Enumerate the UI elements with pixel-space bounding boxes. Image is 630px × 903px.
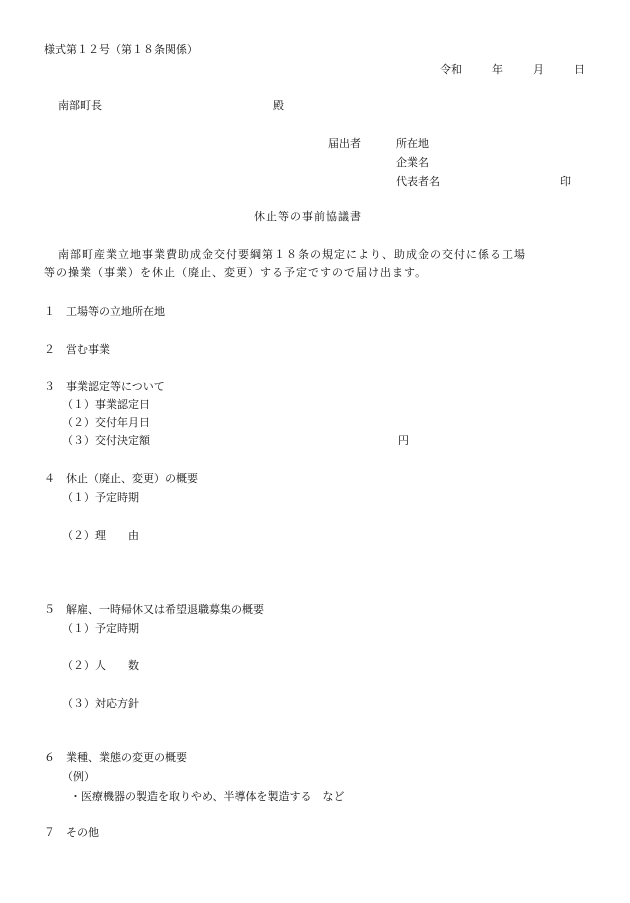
section-2-heading: ２ 営む事業 [44, 343, 110, 356]
section-4-item-1: （１）予定時期 [62, 491, 139, 504]
representative-label: 代表者名 [396, 175, 440, 188]
section-7-heading: ７ その他 [44, 826, 99, 839]
seal-mark: 印 [560, 175, 571, 188]
body-line-1: 南部町産業立地事業費助成金交付要綱第１８条の規定により、助成金の交付に係る工場 [58, 248, 526, 261]
section-3-item-2: （２）交付年月日 [62, 416, 150, 429]
section-5-item-1: （１）予定時期 [62, 622, 139, 635]
form-number: 様式第１２号（第１８条関係） [44, 43, 198, 56]
applicant-label: 届出者 [328, 137, 361, 150]
date-day: 日 [574, 63, 585, 76]
date-year: 年 [492, 63, 503, 76]
section-3-heading: ３ 事業認定等について [44, 380, 165, 393]
address-label: 所在地 [396, 137, 429, 150]
date-month: 月 [533, 63, 544, 76]
document-title: 休止等の事前協議書 [254, 210, 362, 223]
section-5-heading: ５ 解雇、一時帰休又は希望退職募集の概要 [44, 603, 264, 616]
section-1-heading: １ 工場等の立地所在地 [44, 305, 165, 318]
company-label: 企業名 [396, 156, 429, 169]
date-era: 令和 [440, 63, 462, 76]
section-6-example-label: （例） [62, 770, 95, 783]
section-6-example: ・医療機器の製造を取りやめ、半導体を製造する など [70, 790, 345, 803]
section-6-heading: ６ 業種、業態の変更の概要 [44, 751, 187, 764]
section-5-item-3: （３）対応方針 [62, 697, 139, 710]
section-4-item-2: （２）理 由 [62, 529, 139, 542]
section-5-item-2: （２）人 数 [62, 659, 139, 672]
addressee-honorific: 殿 [273, 99, 284, 112]
section-3-item-1: （１）事業認定日 [62, 398, 150, 411]
body-line-2: 等の操業（事業）を休止（廃止、変更）する予定ですので届け出ます。 [44, 266, 428, 279]
addressee-name: 南部町長 [58, 99, 102, 112]
section-3-item-3: （３）交付決定額 [62, 434, 150, 447]
section-3-yen: 円 [398, 434, 409, 447]
section-4-heading: ４ 休止（廃止、変更）の概要 [44, 472, 198, 485]
